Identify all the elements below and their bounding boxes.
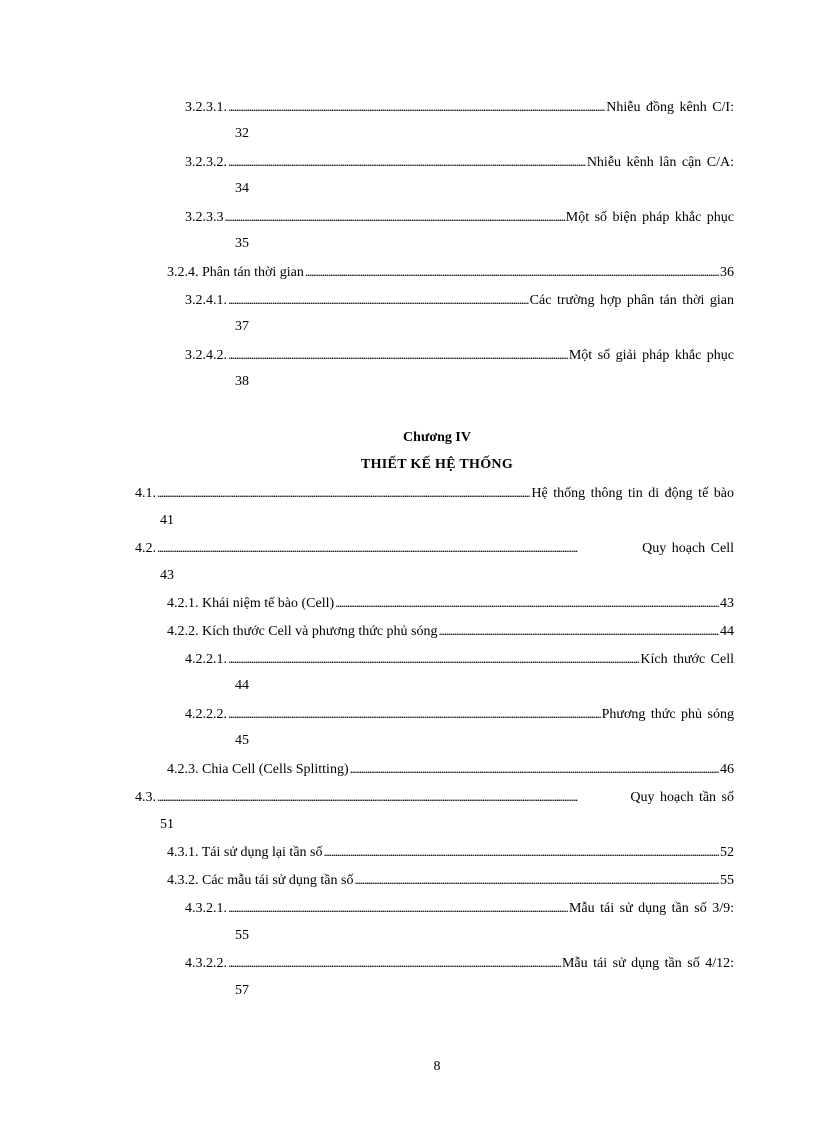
dot-leader: [228, 953, 561, 974]
dot-leader: [228, 97, 605, 118]
toc-entry-4-2-2-2[interactable]: [185, 704, 734, 724]
toc-entry-title: Một số giải pháp khắc phục: [568, 348, 734, 363]
toc-entry-page-number: 45: [235, 733, 249, 748]
toc-entry-page-number: 52: [720, 845, 734, 860]
toc-entry-4-2-2[interactable]: [167, 621, 734, 641]
dot-leader: [228, 898, 568, 919]
dot-leader: [305, 262, 719, 283]
dot-leader: [228, 152, 586, 173]
toc-entry-4-3-1[interactable]: [167, 842, 734, 862]
toc-entry-title: Mẫu tái sử dụng tần số 3/9:: [568, 901, 734, 916]
toc-entry-3-2-3-1[interactable]: [185, 97, 734, 117]
dot-leader: [225, 207, 565, 228]
toc-entry-3-2-3-3[interactable]: [185, 207, 734, 227]
toc-entry-page-number: 57: [235, 983, 249, 998]
dot-leader: [157, 538, 641, 559]
toc-entry-4-3-2-1[interactable]: [185, 898, 734, 918]
toc-entry-4-2[interactable]: [135, 538, 734, 558]
toc-entry-4-3-2-2[interactable]: [185, 953, 734, 973]
dot-leader: [438, 621, 719, 642]
toc-entry-number: 4.3.2.2.: [185, 956, 227, 971]
dot-leader: [228, 290, 529, 311]
toc-entry-page-number: 32: [235, 126, 249, 141]
toc-entry-title: 4.2.1. Khái niệm tế bào (Cell): [167, 596, 335, 611]
dot-leader: [157, 483, 530, 504]
toc-entry-3-2-3-2[interactable]: [185, 152, 734, 172]
toc-entry-number: 4.3.2.1.: [185, 901, 227, 916]
dot-leader: [228, 345, 568, 366]
toc-entry-title: Phương thức phủ sóng: [601, 707, 734, 722]
toc-entry-page-number: 44: [720, 624, 734, 639]
toc-entry-4-2-3[interactable]: [167, 759, 734, 779]
toc-entry-number: 3.2.3.1.: [185, 100, 227, 115]
toc-entry-number: 3.2.3.2.: [185, 155, 227, 170]
toc-entry-title: Nhiễu đồng kênh C/I:: [606, 100, 734, 115]
toc-entry-page-number: 37: [235, 319, 249, 334]
toc-entry-number: 4.1.: [135, 486, 156, 501]
toc-entry-title: Nhiễu kênh lân cận C/A:: [586, 155, 734, 170]
toc-entry-title: Quy hoạch Cell: [642, 541, 734, 556]
toc-entry-3-2-4[interactable]: [167, 262, 734, 282]
toc-entry-4-3[interactable]: [135, 787, 734, 807]
toc-entry-title: 4.2.2. Kích thước Cell và phương thức phủ sóng: [167, 624, 438, 639]
toc-entry-4-3-2[interactable]: [167, 870, 734, 890]
chapter-label: Chương IV: [403, 430, 471, 445]
toc-entry-number: 3.2.4.2.: [185, 348, 227, 363]
toc-entry-number: 3.2.3.3: [185, 210, 224, 225]
chapter-title: THIẾT KẾ HỆ THỐNG: [360, 457, 514, 472]
toc-entry-title: 4.3.1. Tái sử dụng lại tần số: [167, 845, 323, 860]
toc-entry-number: 4.3.: [135, 790, 156, 805]
toc-entry-title: Mẫu tái sử dụng tần số 4/12:: [561, 956, 734, 971]
toc-entry-number: 4.2.2.1.: [185, 652, 227, 667]
toc-entry-page-number: 41: [160, 513, 174, 528]
toc-entry-page-number: 46: [720, 762, 734, 777]
toc-entry-number: 3.2.4.1.: [185, 293, 227, 308]
toc-entry-page-number: 44: [235, 678, 249, 693]
dot-leader: [228, 704, 601, 725]
toc-entry-title: Kích thước Cell: [640, 652, 734, 667]
toc-entry-3-2-4-1[interactable]: [185, 290, 734, 310]
toc-entry-title: Quy hoạch tần số: [630, 790, 734, 805]
toc-entry-4-2-1[interactable]: [167, 593, 734, 613]
toc-entry-page-number: 55: [720, 873, 734, 888]
toc-entry-page-number: 38: [235, 374, 249, 389]
toc-entry-page-number: 43: [720, 596, 734, 611]
toc-entry-page-number: 36: [720, 265, 734, 280]
dot-leader: [350, 759, 719, 780]
toc-entry-3-2-4-2[interactable]: [185, 345, 734, 365]
dot-leader: [228, 649, 639, 670]
toc-entry-number: 4.2.: [135, 541, 156, 556]
toc-entry-number: 4.2.2.2.: [185, 707, 227, 722]
toc-entry-4-1[interactable]: [135, 483, 734, 503]
toc-entry-title: 4.3.2. Các mẫu tái sử dụng tần số: [167, 873, 354, 888]
toc-entry-page-number: 35: [235, 236, 249, 251]
toc-entry-title: Hệ thống thông tin di động tế bào: [531, 486, 734, 501]
toc-entry-page-number: 51: [160, 817, 174, 832]
dot-leader: [335, 593, 719, 614]
toc-entry-page-number: 34: [235, 181, 249, 196]
dot-leader: [354, 870, 719, 891]
toc-entry-title: 3.2.4. Phân tán thời gian: [167, 265, 304, 280]
toc-entry-4-2-2-1[interactable]: [185, 649, 734, 669]
toc-entry-title: Một số biện pháp khắc phục: [565, 210, 734, 225]
dot-leader: [323, 842, 719, 863]
dot-leader: [157, 787, 629, 808]
toc-entry-title: 4.2.3. Chia Cell (Cells Splitting): [167, 762, 349, 777]
page-number: 8: [433, 1059, 441, 1074]
toc-entry-page-number: 43: [160, 568, 174, 583]
toc-entry-title: Các trường hợp phân tán thời gian: [529, 293, 734, 308]
toc-entry-page-number: 55: [235, 928, 249, 943]
